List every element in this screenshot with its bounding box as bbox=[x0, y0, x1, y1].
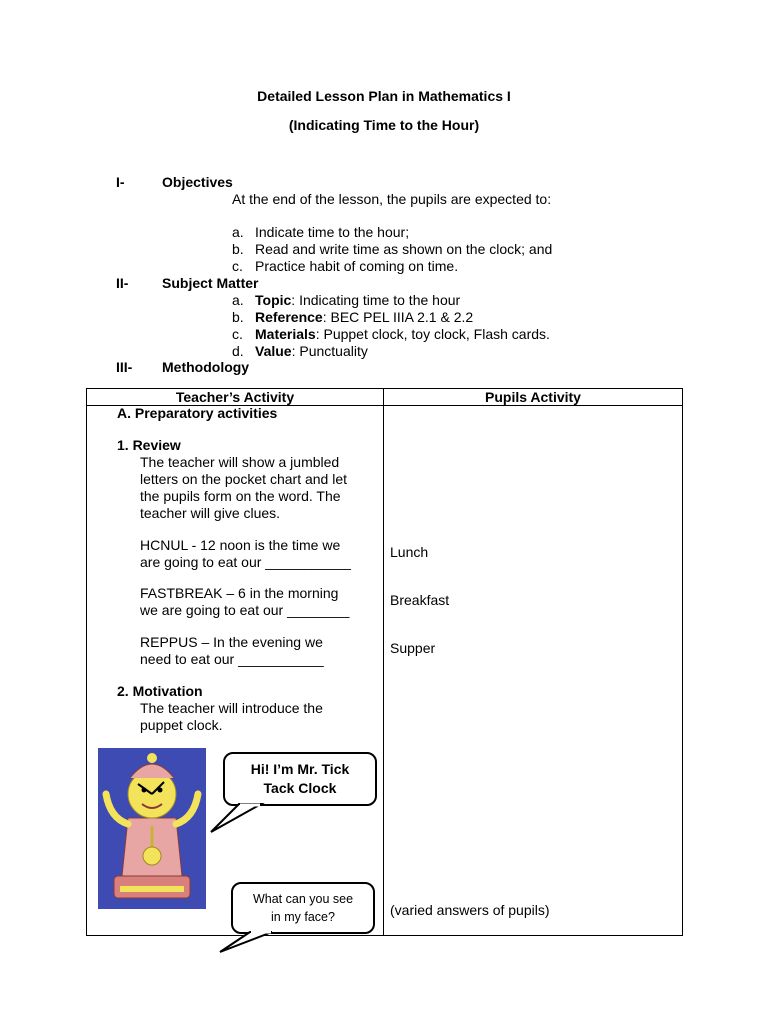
motivation-heading: 2. Motivation bbox=[117, 683, 203, 699]
document-subtitle: (Indicating Time to the Hour) bbox=[288, 117, 480, 133]
item-text: : BEC PEL IIIA 2.1 & 2.2 bbox=[322, 309, 474, 325]
objective-item bbox=[232, 258, 458, 274]
subject-matter-item bbox=[232, 326, 550, 342]
text-line: Hi! I’m Mr. Tick bbox=[250, 761, 350, 777]
text-line: need to eat our ___________ bbox=[140, 651, 324, 667]
methodology-numeral: III- bbox=[116, 359, 133, 375]
column-header-pupils: Pupils Activity bbox=[384, 389, 683, 406]
clue-lunch bbox=[140, 537, 351, 571]
document-title: Detailed Lesson Plan in Mathematics I bbox=[257, 88, 511, 104]
text-line: letters on the pocket chart and let bbox=[140, 471, 348, 487]
motivation-text bbox=[140, 700, 323, 734]
teacher-activity-cell bbox=[87, 406, 384, 936]
text-line: The teacher will introduce the bbox=[140, 700, 323, 716]
text-line: HCNUL - 12 noon is the time we bbox=[140, 537, 341, 553]
item-text: : Indicating time to the hour bbox=[291, 292, 461, 308]
text-line: puppet clock. bbox=[140, 717, 223, 733]
subject-matter-item bbox=[232, 309, 473, 325]
speech-bubble-tail bbox=[207, 804, 267, 834]
text-line: REPPUS – In the evening we bbox=[140, 634, 323, 650]
text-line: What can you see bbox=[252, 892, 354, 906]
item-letter: b. bbox=[232, 309, 244, 325]
text-line: we are going to eat our ________ bbox=[140, 602, 350, 618]
item-label: Topic bbox=[255, 292, 292, 308]
review-heading: 1. Review bbox=[117, 437, 181, 453]
objective-text: Indicate time to the hour; bbox=[255, 224, 410, 240]
objectives-heading: Objectives bbox=[162, 174, 233, 190]
text-line: Tack Clock bbox=[263, 780, 337, 796]
objective-text: Practice habit of coming on time. bbox=[255, 258, 459, 274]
objective-item bbox=[232, 224, 409, 240]
objective-letter: a. bbox=[232, 224, 244, 240]
text-line: in my face? bbox=[271, 910, 335, 924]
objectives-numeral: I- bbox=[116, 174, 125, 190]
subject-matter-heading: Subject Matter bbox=[162, 275, 259, 291]
text-line: are going to eat our ___________ bbox=[140, 554, 351, 570]
item-text: : Puppet clock, toy clock, Flash cards. bbox=[315, 326, 550, 342]
objective-letter: b. bbox=[232, 241, 244, 257]
pupils-activity-cell bbox=[384, 406, 683, 936]
objectives-intro: At the end of the lesson, the pupils are expected to: bbox=[232, 191, 552, 207]
clue-breakfast bbox=[140, 585, 349, 619]
item-letter: a. bbox=[232, 292, 244, 308]
text-line: The teacher will show a jumbled bbox=[140, 454, 340, 470]
objective-letter: c. bbox=[232, 258, 243, 274]
subject-matter-numeral: II- bbox=[116, 275, 129, 291]
methodology-heading: Methodology bbox=[162, 359, 250, 375]
objective-text: Read and write time as shown on the clock; and bbox=[255, 241, 553, 257]
clue-supper bbox=[140, 634, 324, 668]
review-text bbox=[140, 454, 347, 522]
column-header-teacher: Teacher’s Activity bbox=[87, 389, 384, 406]
answer-breakfast: Breakfast bbox=[390, 592, 450, 608]
subject-matter-item bbox=[232, 343, 368, 359]
speech-bubble-greeting bbox=[223, 752, 377, 806]
item-text: : Punctuality bbox=[291, 343, 368, 359]
methodology-table bbox=[86, 388, 683, 936]
section-preparatory: A. Preparatory activities bbox=[117, 405, 278, 421]
item-label: Reference bbox=[255, 309, 323, 325]
answer-varied: (varied answers of pupils) bbox=[390, 902, 550, 918]
subject-matter-item bbox=[232, 292, 460, 308]
text-line: teacher will give clues. bbox=[140, 505, 281, 521]
item-label: Materials bbox=[255, 326, 316, 342]
text-line: FASTBREAK – 6 in the morning bbox=[140, 585, 339, 601]
answer-supper: Supper bbox=[390, 640, 436, 656]
item-letter: c. bbox=[232, 326, 243, 342]
speech-bubble-tail bbox=[214, 932, 274, 958]
item-label: Value bbox=[255, 343, 292, 359]
speech-bubble-question bbox=[231, 882, 375, 934]
item-letter: d. bbox=[232, 343, 244, 359]
objective-item bbox=[232, 241, 552, 257]
text-line: the pupils form on the word. The bbox=[140, 488, 341, 504]
puppet-clock-image bbox=[98, 748, 206, 909]
answer-lunch: Lunch bbox=[390, 544, 429, 560]
